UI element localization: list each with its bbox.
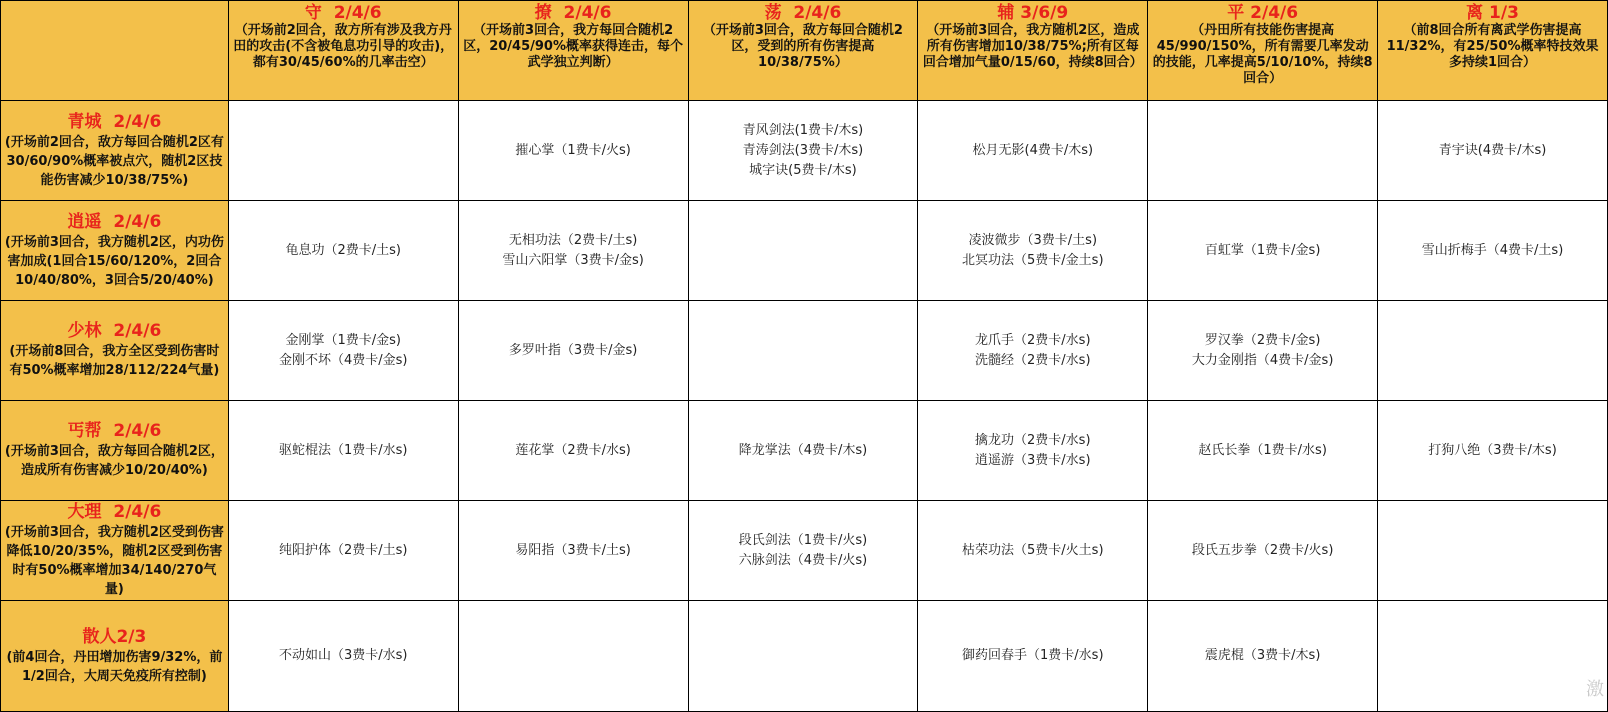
row-desc: (开场前3回合，敌方每回合随机2区，造成所有伤害减少10/20/40%) <box>4 444 224 478</box>
table-cell <box>688 601 918 712</box>
skill-item: 雪山折梅手（4费卡/土s) <box>1421 242 1564 258</box>
row-title: 逍遥 2/4/6 <box>67 211 162 232</box>
skill-item: 不动如山（3费卡/水s) <box>278 648 408 663</box>
skill-item: 段氏剑法（1费卡/火s) <box>738 532 868 548</box>
table-row <box>1 201 1608 301</box>
table-cell <box>228 301 458 401</box>
row-desc: (开场前3回合，我方随机2区，内功伤害加成(1回合15/60/120%，2回合10/40/80%，3回合5/20/40%) <box>4 234 224 288</box>
skill-item: 凌波微步（3费卡/土s) <box>968 232 1098 248</box>
table-cell <box>458 201 688 301</box>
table-cell <box>458 501 688 601</box>
table-cell <box>918 201 1148 301</box>
column-header-fu <box>918 1 1148 101</box>
table-cell <box>228 201 458 301</box>
column-title: 荡 2/4/6 <box>764 3 842 23</box>
skill-item: 枯荣功法（5费卡/火土s) <box>962 542 1104 558</box>
column-title: 撩 2/4/6 <box>534 3 612 23</box>
table-cell <box>458 401 688 501</box>
skill-item: 降龙掌法（4费卡/木s) <box>738 442 868 458</box>
table-cell <box>688 101 918 201</box>
table-cell <box>228 601 458 712</box>
skill-item: 金刚不坏（4费卡/金s) <box>278 352 408 368</box>
row-desc: (开场前8回合，我方全区受到伤害时有50%概率增加28/112/224气量) <box>9 344 220 378</box>
table-cell <box>1148 301 1378 401</box>
row-header <box>1 501 229 601</box>
table-row <box>1 301 1608 401</box>
skill-item: 段氏五步拳（2费卡/火s) <box>1191 542 1334 558</box>
corner-cell <box>1 1 229 101</box>
table-row <box>1 601 1608 712</box>
row-title: 大理 2/4/6 <box>67 502 162 522</box>
skill-item: 雪山六阳掌（3费卡/金s) <box>502 252 644 268</box>
skill-item: 逍遥游（3费卡/水s) <box>975 452 1091 468</box>
row-title: 丐帮 2/4/6 <box>67 421 162 441</box>
skill-item: 龙爪手（2费卡/水s) <box>975 332 1091 348</box>
skill-item: 震虎棍（3费卡/木s) <box>1204 648 1321 663</box>
column-desc: （开场前2回合，敌方所有涉及我方丹田的攻击(不含被龟息功引导的攻击)，都有30/45/60%的几率击空） <box>233 23 454 70</box>
table-cell <box>688 301 918 401</box>
row-header <box>1 601 229 712</box>
table-cell <box>1148 201 1378 301</box>
row-desc: (开场前2回合，敌方每回合随机2区有30/60/90%概率被点穴，随机2区技能伤害减少10/38/75%) <box>4 134 224 188</box>
skill-item: 松月无影(4费卡/木s) <box>972 142 1094 158</box>
table-cell <box>1378 301 1608 401</box>
skill-item: 罗汉拳（2费卡/金s) <box>1204 332 1321 348</box>
table-cell <box>918 601 1148 712</box>
table-cell <box>228 501 458 601</box>
skill-item: 大力金刚指（4费卡/金s) <box>1191 352 1334 368</box>
skill-item: 无相功法（2费卡/土s) <box>508 232 638 248</box>
watermark: 激 <box>1586 679 1604 700</box>
skill-item: 龟息功（2费卡/土s) <box>285 242 401 258</box>
column-title: 守 2/4/6 <box>304 3 382 23</box>
skill-item: 六脉剑法（4费卡/火s) <box>738 552 868 568</box>
column-header-shou <box>228 1 458 101</box>
table-cell <box>688 501 918 601</box>
skill-item: 北冥功法（5费卡/金土s) <box>962 252 1104 268</box>
skill-item: 赵氏长拳（1费卡/水s) <box>1198 442 1327 458</box>
column-header-dang <box>688 1 918 101</box>
table-cell <box>1378 401 1608 501</box>
row-desc: (前4回合，丹田增加伤害9/32%，前1/2回合，大周天免疫所有控制) <box>6 649 223 684</box>
column-header-liao <box>458 1 688 101</box>
skill-item: 驱蛇棍法（1费卡/水s) <box>278 442 408 458</box>
row-header <box>1 201 229 301</box>
column-desc: （前8回合所有离武学伤害提高11/32%，有25/50%概率特技效果多持续1回合） <box>1386 23 1599 70</box>
table-cell <box>688 401 918 501</box>
skill-item: 易阳指（3费卡/土s) <box>515 542 631 558</box>
row-title: 青城 2/4/6 <box>67 111 162 132</box>
table-cell <box>688 201 918 301</box>
skill-item: 青涛剑法(3费卡/木s) <box>742 142 864 158</box>
table-cell <box>1148 401 1378 501</box>
column-desc: （开场前3回合，我方每回合随机2区，20/45/90%概率获得连击，每个武学独立判断） <box>463 23 683 70</box>
skill-item: 打狗八绝（3费卡/木s) <box>1428 442 1557 458</box>
row-header <box>1 101 229 201</box>
table-cell <box>918 501 1148 601</box>
header-row <box>1 1 1608 101</box>
skill-item: 洗髓经（2费卡/水s) <box>975 352 1091 368</box>
row-header <box>1 301 229 401</box>
table-cell <box>1378 601 1608 712</box>
table-cell <box>1378 201 1608 301</box>
table-cell <box>458 101 688 201</box>
column-desc: （开场前3回合，敌方每回合随机2区，受到的所有伤害提高10/38/75%） <box>702 23 903 70</box>
table-row <box>1 101 1608 201</box>
table-cell <box>918 301 1148 401</box>
column-title: 辅 3/6/9 <box>997 3 1069 23</box>
table-cell <box>1148 601 1378 712</box>
column-header-li <box>1378 1 1608 101</box>
table-cell <box>458 601 688 712</box>
table-cell <box>1148 501 1378 601</box>
table-cell <box>918 101 1148 201</box>
table-body <box>1 101 1608 712</box>
table-cell <box>1378 501 1608 601</box>
column-desc: （开场前3回合，我方随机2区，造成所有伤害增加10/38/75%;所有区每回合增加气量0/15/60，持续8回合） <box>922 23 1143 70</box>
skill-item: 青风剑法(1费卡/木s) <box>742 122 864 138</box>
skill-item: 擒龙功（2费卡/水s) <box>975 432 1091 448</box>
skill-item: 御药回春手（1费卡/水s) <box>962 648 1104 663</box>
skill-item: 百虹掌（1费卡/金s) <box>1204 242 1321 258</box>
table-cell <box>1378 101 1608 201</box>
skill-item: 摧心掌（1费卡/火s) <box>515 142 631 158</box>
table-row <box>1 401 1608 501</box>
row-title: 少林 2/4/6 <box>67 321 162 341</box>
row-title: 散人2/3 <box>82 626 147 647</box>
table-cell <box>458 301 688 401</box>
table-row <box>1 501 1608 601</box>
table-cell <box>228 401 458 501</box>
skill-item: 金刚掌（1费卡/金s) <box>285 332 401 348</box>
skill-item: 青宇诀(4费卡/木s) <box>1438 142 1547 158</box>
column-title: 离 1/3 <box>1466 3 1519 23</box>
skill-item: 多罗叶指（3费卡/金s) <box>508 342 638 358</box>
skill-item: 城字诀(5费卡/木s) <box>749 162 857 178</box>
row-header <box>1 401 229 501</box>
skill-item: 莲花掌（2费卡/水s) <box>515 442 631 458</box>
skill-item: 纯阳护体（2费卡/土s) <box>278 542 408 558</box>
table-cell <box>918 401 1148 501</box>
column-header-ping <box>1148 1 1378 101</box>
table-cell <box>1148 101 1378 201</box>
column-title: 平 2/4/6 <box>1227 3 1299 23</box>
table-cell <box>228 101 458 201</box>
column-desc: （丹田所有技能伤害提高45/990/150%，所有需要几率发动的技能，几率提高5/10/10%，持续8回合） <box>1152 23 1373 86</box>
row-desc: (开场前3回合，我方随机2区受到伤害降低10/20/35%，随机2区受到伤害时有50%概率增加34/140/270气量) <box>4 525 224 597</box>
